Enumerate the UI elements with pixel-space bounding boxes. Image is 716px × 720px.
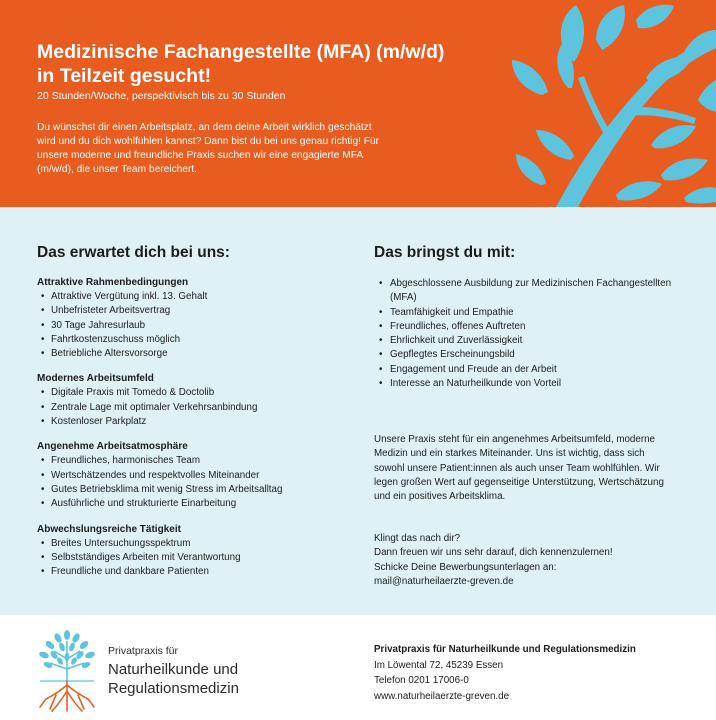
job-title-line2: in Teilzeit gesucht! — [37, 65, 212, 87]
benefits-column — [37, 244, 357, 591]
logo-line1: Naturheilkunde und — [108, 661, 239, 678]
cta-line: Klingt das nach dir? — [374, 533, 461, 544]
requirements-column — [374, 244, 684, 391]
list-item: • Freundliches, offenes Auftreten — [374, 320, 684, 334]
benefit-group — [37, 373, 357, 429]
benefit-group-title: Abwechslungsreiche Tätigkeit — [37, 523, 181, 535]
list-item: • Unbefristeter Arbeitsvertrag — [37, 304, 357, 318]
job-title-line1: Medizinische Fachangestellte (MFA) (m/w/d) — [37, 41, 445, 63]
branch-leaves-icon — [446, 0, 716, 207]
list-item: • Zentrale Lage mit optimaler Verkehrsanbindung — [37, 401, 357, 415]
cta-line: Schicke Deine Bewerbungsunterlagen an: — [374, 561, 557, 573]
list-item: • 30 Tage Jahresurlaub — [37, 319, 357, 333]
list-item: • Teamfähigkeit und Empathie — [374, 306, 684, 320]
logo-text — [108, 645, 239, 698]
main-content — [0, 207, 716, 615]
cta-line: Dann freuen wir uns sehr darauf, dich kennenzulernen! — [374, 547, 613, 559]
benefit-group-title: Modernes Arbeitsumfeld — [37, 373, 154, 385]
benefit-group — [37, 277, 357, 361]
list-item: • Freundliches, harmonisches Team — [37, 454, 357, 468]
footer — [0, 615, 716, 720]
list-item: • Betriebliche Altersvorsorge — [37, 347, 357, 361]
benefit-group-title: Angenehme Arbeitsatmosphäre — [37, 441, 188, 453]
benefit-group — [37, 524, 357, 580]
header-banner — [0, 0, 716, 207]
list-item: • Engagement und Freude an der Arbeit — [374, 363, 684, 377]
benefit-group-title: Attraktive Rahmenbedingungen — [37, 277, 189, 288]
list-item: • Ehrlichkeit und Zuverlässigkeit — [374, 334, 684, 348]
logo-line2: Regulationsmedizin — [108, 680, 239, 697]
list-item: • Ausführliche und strukturierte Einarbeitung — [37, 497, 357, 511]
list-item: • Interesse an Naturheilkunde von Vorteil — [374, 377, 684, 391]
practice-paragraph: Unsere Praxis steht für ein angenehmes Arbeitsumfeld, moderne Medizin und ein starkes Miteinander. Uns ist wichtig, dass sich sowohl unsere Patient:innen als auch unser Team wohlfühlen. Wir legen großen Wert auf gegenseitige Unterstützung, Wertschätzung und ein positives Arbeitsklima. — [374, 434, 664, 503]
requirements-heading: Das bringst du mit: — [374, 244, 516, 261]
benefit-group — [37, 441, 357, 511]
contact-address: Im Löwental 72, 45239 Essen — [374, 659, 504, 671]
list-item: • Attraktive Vergütung inkl. 13. Gehalt — [37, 290, 357, 304]
benefits-heading: Das erwartet dich bei uns: — [37, 244, 230, 261]
call-to-action — [374, 532, 674, 589]
list-item: • Fahrtkostenzuschuss möglich — [37, 333, 357, 347]
intro-text: Du wünschst dir einen Arbeitsplatz, an dem deine Arbeit wirklich geschätzt wird und du dich wohlfühlen kannst? Dann bist du bei uns genau richtig! Für unsere moderne und freundliche Praxis suchen wir eine engagierte MFA (m/w/d), die unser Team bereichert. — [37, 122, 380, 175]
list-item: • Gepflegtes Erscheinungsbild — [374, 348, 684, 362]
contact-name: Privatpraxis für Naturheilkunde und Regulationsmedizin — [374, 644, 636, 655]
job-subtitle: 20 Stunden/Woche, perspektivisch bis zu 30 Stunden — [37, 90, 286, 102]
list-item: • Abgeschlossene Ausbildung zur Medizinischen Fachangestellten (MFA) — [374, 277, 684, 306]
list-item: • Wertschätzendes und respektvolles Miteinander — [37, 469, 357, 483]
application-email[interactable]: mail@naturheilaerzte-greven.de — [374, 575, 514, 587]
list-item: • Digitale Praxis mit Tomedo & Doctolib — [37, 386, 357, 400]
logo-small-text: Privatpraxis für — [108, 645, 179, 657]
list-item: • Selbstständiges Arbeiten mit Verantwortung — [37, 551, 357, 565]
list-item: • Freundliche und dankbare Patienten — [37, 565, 357, 579]
job-title — [37, 40, 517, 88]
contact-website[interactable]: www.naturheilaerzte-greven.de — [374, 690, 510, 702]
contact-phone[interactable]: Telefon 0201 17006-0 — [374, 675, 469, 686]
list-item: • Gutes Betriebsklima mit wenig Stress im Arbeitsalltag — [37, 483, 357, 497]
list-item: • Breites Untersuchungsspektrum — [37, 537, 357, 551]
list-item: • Kostenloser Parkplatz — [37, 415, 357, 429]
tree-logo-icon — [36, 629, 98, 715]
contact-block — [374, 642, 636, 704]
